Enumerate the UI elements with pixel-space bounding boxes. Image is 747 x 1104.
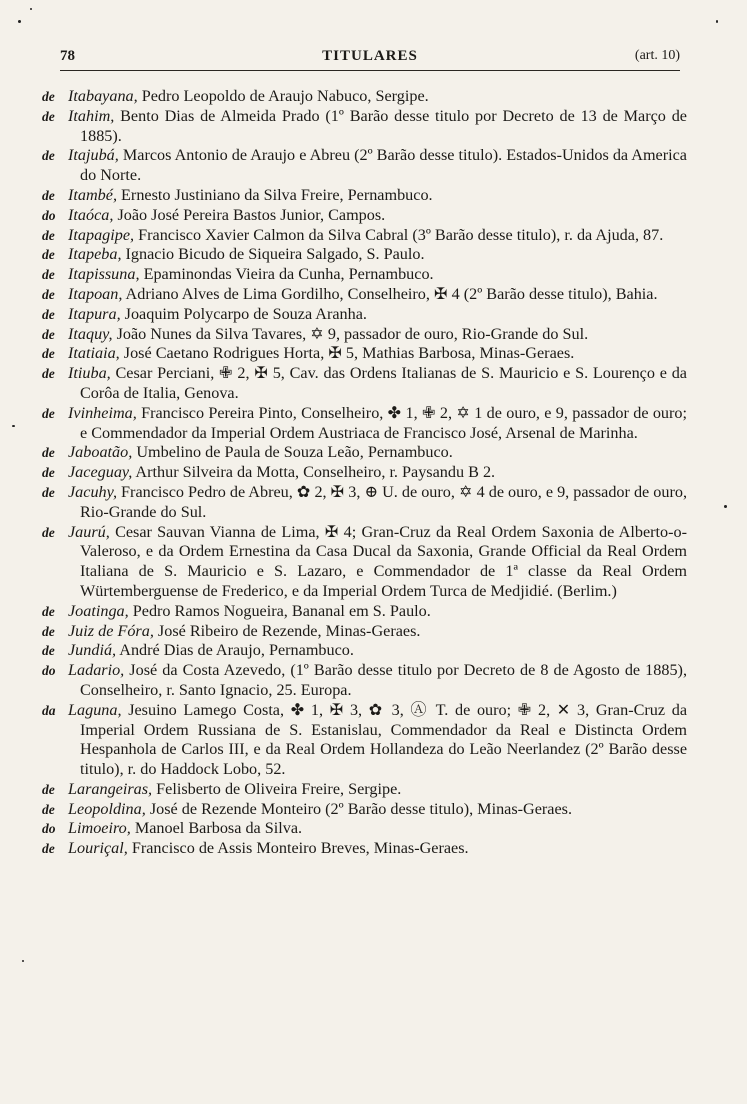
list-item bbox=[42, 87, 687, 107]
entry-prefix: de bbox=[42, 366, 55, 382]
list-item bbox=[42, 404, 687, 444]
entry-prefix: de bbox=[42, 267, 55, 283]
entry-title: Joatinga, bbox=[68, 601, 129, 620]
list-item bbox=[42, 483, 687, 523]
entry-prefix: de bbox=[42, 187, 55, 203]
entry-text: Francisco Xavier Calmon da Silva Cabral (3º Barão desse titulo), r. da Ajuda, 87. bbox=[134, 225, 664, 244]
entry-text: Pedro Ramos Nogueira, Bananal em S. Paulo. bbox=[128, 601, 431, 620]
entry-text: Pedro Leopoldo de Araujo Nabuco, Sergipe. bbox=[137, 87, 429, 105]
list-item bbox=[42, 661, 687, 701]
section-reference: (art. 10) bbox=[634, 48, 680, 63]
entry-text: Ignacio Bicudo de Siqueira Salgado, S. Paulo. bbox=[121, 245, 425, 264]
list-item bbox=[42, 622, 687, 642]
ink-speck bbox=[22, 960, 24, 962]
entry-prefix: do bbox=[42, 663, 56, 679]
entry-text: Felisberto de Oliveira Freire, Sergipe. bbox=[152, 779, 402, 798]
entry-text: Bento Dias de Almeida Prado (1º Barão desse titulo por Decreto de 13 de Março de 1885). bbox=[80, 106, 687, 145]
running-title: TITULARES bbox=[322, 48, 418, 64]
entry-text: Ernesto Justiniano da Silva Freire, Pernambuco. bbox=[117, 185, 433, 204]
titles-list bbox=[42, 87, 687, 859]
list-item bbox=[42, 701, 687, 780]
list-item bbox=[42, 344, 687, 364]
list-item bbox=[42, 364, 687, 404]
list-item bbox=[42, 107, 687, 147]
entry-title: Itaóca, bbox=[68, 205, 114, 224]
entry-prefix: da bbox=[42, 702, 56, 718]
entry-title: Itaquy, bbox=[68, 324, 113, 343]
entry-title: Ladario, bbox=[68, 661, 125, 680]
list-item bbox=[42, 641, 687, 661]
list-item bbox=[42, 206, 687, 226]
entry-prefix: de bbox=[42, 306, 55, 322]
entry-text: Umbelino de Paula de Souza Leão, Pernambuco. bbox=[132, 443, 453, 462]
entry-title: Itambé, bbox=[68, 185, 117, 204]
list-item bbox=[42, 186, 687, 206]
entry-title: Jaceguay, bbox=[68, 463, 133, 482]
list-item bbox=[42, 839, 687, 859]
entry-text: Arthur Silveira da Motta, Conselheiro, r. Paysandu B 2. bbox=[132, 463, 496, 482]
entry-prefix: do bbox=[42, 207, 56, 223]
entry-title: Itapoan, bbox=[68, 284, 123, 303]
entry-text: José de Rezende Monteiro (2º Barão desse titulo), Minas-Geraes. bbox=[145, 799, 573, 818]
entry-prefix: de bbox=[42, 445, 55, 461]
list-item bbox=[42, 523, 687, 602]
ink-speck bbox=[12, 425, 15, 427]
entry-title: Itapura, bbox=[68, 304, 121, 323]
entry-prefix: de bbox=[42, 524, 55, 540]
ink-speck bbox=[724, 505, 727, 508]
entry-text: José da Costa Azevedo, (1º Barão desse titulo por Decreto de 8 de Agosto de 1885), Conselheiro, r. Santo Ignacio, 25. Europa. bbox=[80, 661, 687, 699]
entry-title: Jaboatão, bbox=[68, 443, 133, 462]
entry-title: Limoeiro, bbox=[68, 819, 131, 838]
entry-title: Louriçal, bbox=[68, 839, 128, 858]
entry-title: Itapeba, bbox=[68, 245, 122, 264]
entry-prefix: de bbox=[42, 89, 55, 104]
list-item bbox=[42, 245, 687, 265]
entry-text: José Caetano Rodrigues Horta, ✠ 5, Mathias Barbosa, Minas-Geraes. bbox=[119, 344, 575, 363]
entry-title: Jacuhy, bbox=[68, 482, 117, 501]
entry-text: André Dias de Araujo, Pernambuco. bbox=[116, 641, 354, 660]
entry-title: Itabayana, bbox=[68, 87, 138, 105]
list-item bbox=[42, 443, 687, 463]
entry-title: Itahim, bbox=[68, 106, 115, 125]
ink-speck bbox=[716, 20, 718, 23]
entry-prefix: de bbox=[42, 286, 55, 302]
entry-title: Laguna, bbox=[68, 700, 122, 719]
entry-title: Juiz de Fóra, bbox=[68, 621, 154, 640]
page-header bbox=[60, 40, 680, 71]
entry-prefix: de bbox=[42, 346, 55, 362]
list-item bbox=[42, 146, 687, 186]
entry-title: Larangeiras, bbox=[68, 779, 153, 798]
ink-speck bbox=[30, 8, 32, 10]
ink-speck bbox=[18, 20, 21, 23]
entry-prefix: de bbox=[42, 603, 55, 619]
list-item bbox=[42, 602, 687, 622]
entry-text: João Nunes da Silva Tavares, ✡ 9, passador de ouro, Rio-Grande do Sul. bbox=[112, 324, 589, 343]
entry-prefix: de bbox=[42, 148, 55, 164]
entry-title: Itiuba, bbox=[68, 364, 111, 383]
list-item bbox=[42, 780, 687, 800]
list-item bbox=[42, 819, 687, 839]
entry-text: Francisco Pereira Pinto, Conselheiro, ✤ 1, ✙ 2, ✡ 1 de ouro, e 9, passador de ouro; e Commendador da Imperial Ordem Austriaca de Francisco José, Arsenal de Marinha. bbox=[80, 403, 687, 442]
entry-text: José Ribeiro de Rezende, Minas-Geraes. bbox=[153, 621, 421, 640]
list-item bbox=[42, 226, 687, 246]
entry-text: João José Pereira Bastos Junior, Campos. bbox=[113, 205, 386, 224]
entry-title: Jaurú, bbox=[68, 522, 110, 541]
entry-prefix: de bbox=[42, 326, 55, 342]
entry-text: Francisco Pedro de Abreu, ✿ 2, ✠ 3, ⊕ U. de ouro, ✡ 4 de ouro, e 9, passador de ouro, Rio-Grande do Sul. bbox=[80, 482, 687, 521]
entry-text: Marcos Antonio de Araujo e Abreu (2º Barão desse titulo). Estados-Unidos da America do Norte. bbox=[80, 146, 687, 185]
entry-prefix: de bbox=[42, 465, 55, 481]
entry-title: Itatiaia, bbox=[68, 344, 120, 363]
list-item bbox=[42, 265, 687, 285]
list-item bbox=[42, 800, 687, 820]
list-item bbox=[42, 285, 687, 305]
page-number: 78 bbox=[60, 48, 75, 64]
entry-text: Cesar Sauvan Vianna de Lima, ✠ 4; Gran-Cruz da Real Ordem Saxonia de Alberto-o-Valeroso, e da Ordem Ernestina da Casa Ducal da Saxonia, Grande Official da Real Ordem Italiana de S. Mauricio e S. Lazaro, e Commendador de 1ª classe da Real Ordem Würtemberguense de Frederico, e da Imperial Ordem Turca de Medjidié. (Berlim.) bbox=[80, 522, 687, 600]
entry-text: Joaquim Polycarpo de Souza Aranha. bbox=[120, 304, 367, 323]
list-item bbox=[42, 305, 687, 325]
entry-title: Jundiá, bbox=[68, 641, 117, 660]
entry-title: Ivinheima, bbox=[68, 403, 137, 422]
list-item bbox=[42, 463, 687, 483]
list-item bbox=[42, 325, 687, 345]
entry-text: Epaminondas Vieira da Cunha, Pernambuco. bbox=[139, 265, 434, 284]
entry-title: Itapagipe, bbox=[68, 225, 135, 244]
entry-prefix: de bbox=[42, 108, 55, 124]
entry-text: Jesuino Lamego Costa, ✤ 1, ✠ 3, ✿ 3, Ⓐ T. de ouro; ✙ 2, ✕ 3, Gran-Cruz da Imperial Ordem Russiana de S. Estanislau, Commendador da Real e Distincta Ordem Hespanhola de Carlos III, e da Real Ordem Hollandeza do Leão Neerlandez (2º Barão desse titulo), r. do Haddock Lobo, 52. bbox=[80, 700, 687, 779]
entry-prefix: do bbox=[42, 821, 56, 837]
entry-text: Francisco de Assis Monteiro Breves, Minas-Geraes. bbox=[127, 839, 469, 858]
entry-prefix: de bbox=[42, 623, 55, 639]
entry-title: Leopoldina, bbox=[68, 799, 146, 818]
entry-prefix: de bbox=[42, 247, 55, 263]
entry-text: Manoel Barbosa da Silva. bbox=[130, 819, 303, 838]
entry-title: Itajubá, bbox=[68, 146, 119, 165]
entry-text: Cesar Perciani, ✙ 2, ✠ 5, Cav. das Ordens Italianas de S. Mauricio e S. Lourenço e da Corôa de Italia, Genova. bbox=[80, 364, 687, 402]
entry-prefix: de bbox=[42, 781, 55, 797]
entry-prefix: de bbox=[42, 643, 55, 659]
entry-title: Itapissuna, bbox=[68, 265, 140, 284]
entry-prefix: de bbox=[42, 484, 55, 500]
entry-prefix: de bbox=[42, 801, 55, 817]
entry-prefix: de bbox=[42, 841, 55, 857]
entry-text: Adriano Alves de Lima Gordilho, Conselheiro, ✠ 4 (2º Barão desse titulo), Bahia. bbox=[122, 284, 658, 303]
entry-prefix: de bbox=[42, 405, 55, 421]
entry-prefix: de bbox=[42, 227, 55, 243]
